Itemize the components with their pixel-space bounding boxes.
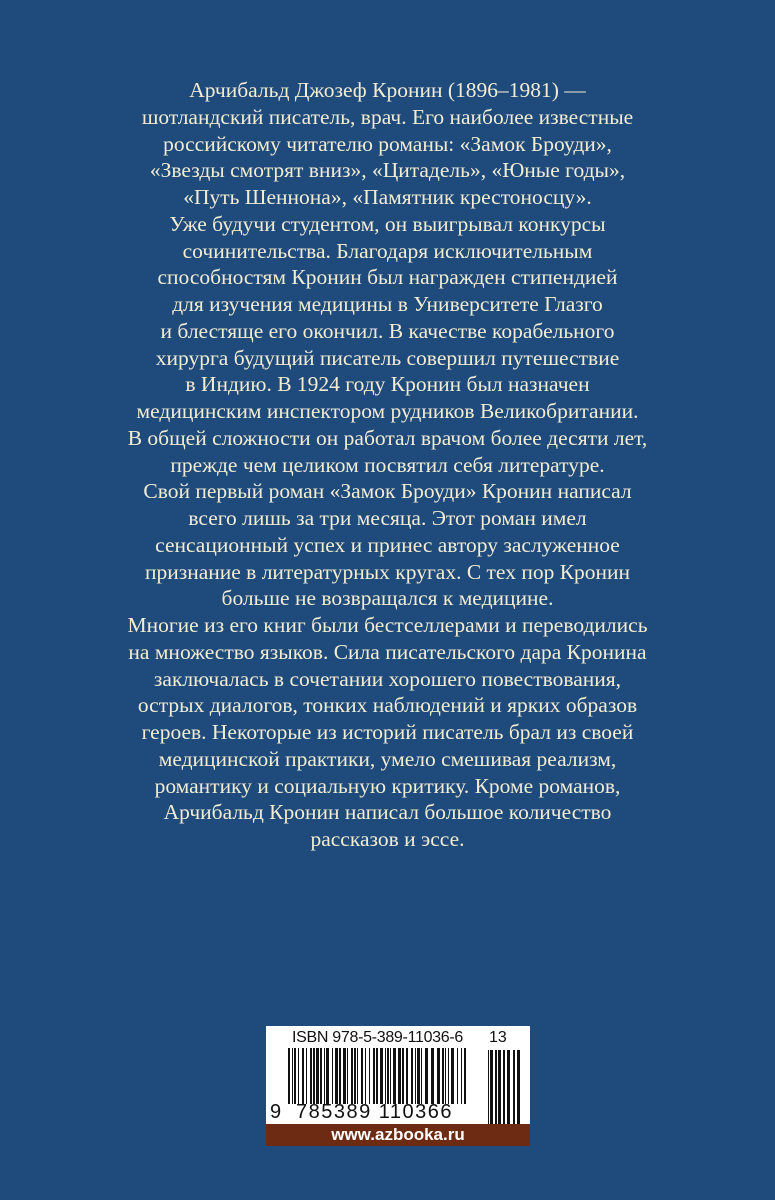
barcode-bar <box>442 1048 444 1104</box>
barcode-addon-number: 13 <box>489 1029 507 1046</box>
barcode-bar <box>517 1050 520 1124</box>
barcode-bar <box>417 1048 420 1104</box>
barcode-bar <box>306 1048 307 1104</box>
barcode-bar <box>376 1048 378 1104</box>
barcode-bar <box>507 1050 510 1124</box>
annotation-line: шотландский писатель, врач. Его наиболее известные <box>141 104 634 129</box>
barcode-bar <box>415 1048 416 1104</box>
annotation-line: признание в литературных кругах. С тех пор Кронин <box>144 559 631 584</box>
barcode-bar <box>457 1048 458 1104</box>
barcode-bar <box>369 1048 370 1104</box>
barcode-bar <box>292 1048 293 1104</box>
barcode-bar <box>373 1048 375 1104</box>
barcode-bar <box>390 1048 391 1104</box>
barcode-bar <box>387 1048 389 1104</box>
barcode-digits: 785389 110366 <box>296 1101 454 1123</box>
barcode-bar <box>288 1048 290 1104</box>
annotation-line: «Путь Шеннона», «Памятник крестоносцу». <box>183 185 592 209</box>
annotation-line: в Индию. В 1924 году Кронин был назначен <box>185 372 590 397</box>
annotation-line: Арчибальд Джозеф Кронин (1896–1981) — <box>189 78 586 102</box>
barcode-bar <box>361 1048 363 1104</box>
annotation-line: Многие из его книг были бестселлерами и переводились <box>127 613 648 637</box>
barcode-bar <box>437 1048 440 1104</box>
annotation-line: героев. Некоторые из историй писатель брал из своей <box>141 720 634 744</box>
barcode-block <box>266 1026 530 1146</box>
barcode-bar <box>448 1048 449 1104</box>
annotation-line: медицинской практики, умело смешивая реализм, <box>158 746 617 771</box>
annotation-line: острых диалогов, тонких наблюдений и ярких образов <box>137 693 638 718</box>
barcode-bar <box>343 1048 346 1104</box>
barcode-bar <box>461 1048 462 1104</box>
barcode-bar <box>357 1048 358 1104</box>
barcode-bar <box>310 1048 312 1104</box>
barcode-bar <box>347 1048 348 1104</box>
barcode-bar <box>421 1048 422 1104</box>
barcode-bar <box>339 1048 341 1104</box>
annotation-line: Свой первый роман «Замок Броуди» Кронин написал <box>143 479 632 504</box>
barcode-bar <box>380 1048 383 1104</box>
barcode-bar <box>320 1048 322 1104</box>
barcode-bar <box>332 1048 333 1104</box>
barcode-bar <box>406 1048 408 1104</box>
barcode-bar <box>365 1048 366 1104</box>
annotation-line: Уже будучи студентом, он выигрывал конкурсы <box>169 211 606 236</box>
barcode-bar <box>326 1048 329 1104</box>
barcode-bar <box>324 1048 325 1104</box>
barcode-bar <box>445 1048 446 1104</box>
annotation-line: заключалась в сочетании хорошего повествования, <box>153 666 622 691</box>
barcode-bar <box>513 1050 515 1124</box>
annotation-line: российскому читателю романы: «Замок Броуди», <box>163 131 612 156</box>
barcode-bar <box>431 1048 434 1104</box>
annotation-line: способностям Кронин был награжден стипендией <box>157 265 618 290</box>
barcode-bar <box>294 1048 296 1104</box>
barcode-bar <box>351 1048 353 1104</box>
barcode-bar <box>411 1048 413 1104</box>
barcode-bar <box>498 1050 501 1124</box>
barcode-first-digit: 9 <box>270 1101 282 1123</box>
barcode-bar <box>503 1050 505 1124</box>
barcode-bar <box>393 1048 396 1104</box>
barcode-bar <box>385 1048 386 1104</box>
annotation-line: на множество языков. Сила писательского дара Кронина <box>128 639 647 664</box>
annotation-line: всего лишь за три месяца. Этот роман имел <box>188 506 587 530</box>
barcode-bar <box>316 1048 319 1104</box>
publisher-website[interactable]: www.azbooka.ru <box>266 1124 530 1146</box>
barcode-bar <box>298 1048 299 1104</box>
isbn-label: ISBN 978-5-389-11036-6 <box>292 1029 463 1046</box>
barcode-bar <box>490 1050 493 1124</box>
barcode-bar <box>302 1048 304 1104</box>
barcode-bar <box>464 1048 466 1104</box>
annotation-line: хирурга будущий писатель совершил путешествие <box>155 345 620 370</box>
annotation-line: Арчибальд Кронин написал большое количество <box>163 800 612 825</box>
barcode-bar <box>335 1048 338 1104</box>
barcode-bar <box>451 1048 454 1104</box>
barcode-bar <box>402 1048 404 1104</box>
annotation-line: романтику и социальную критику. Кроме романов, <box>154 773 621 798</box>
annotation-line: больше не возвращался к медицине. <box>221 586 554 611</box>
barcode-bar <box>495 1050 497 1124</box>
annotation-line: рассказов и эссе. <box>310 827 465 851</box>
annotation-line: сочинительства. Благодаря исключительным <box>182 238 593 263</box>
barcode-bar <box>313 1048 315 1104</box>
annotation-line: медицинским инспектором рудников Великобритании. <box>136 399 639 423</box>
barcode-bar <box>354 1048 356 1104</box>
annotation-line: сенсационный успех и принес автору заслуженное <box>155 532 620 557</box>
annotation-line: прежде чем целиком посвятил себя литературе. <box>170 452 605 477</box>
annotation-line: для изучения медицины в Университете Глазго <box>172 292 603 316</box>
barcode-bar <box>398 1048 401 1104</box>
annotation-line: В общей сложности он работал врачом более десяти лет, <box>127 425 648 450</box>
book-annotation <box>0 77 775 853</box>
barcode-bar <box>488 1050 489 1124</box>
barcode-bar <box>425 1048 428 1104</box>
annotation-line: и блестяще его окончил. В качестве корабельного <box>160 318 615 343</box>
annotation-line: «Звезды смотрят вниз», «Цитадель», «Юные годы», <box>149 158 626 183</box>
